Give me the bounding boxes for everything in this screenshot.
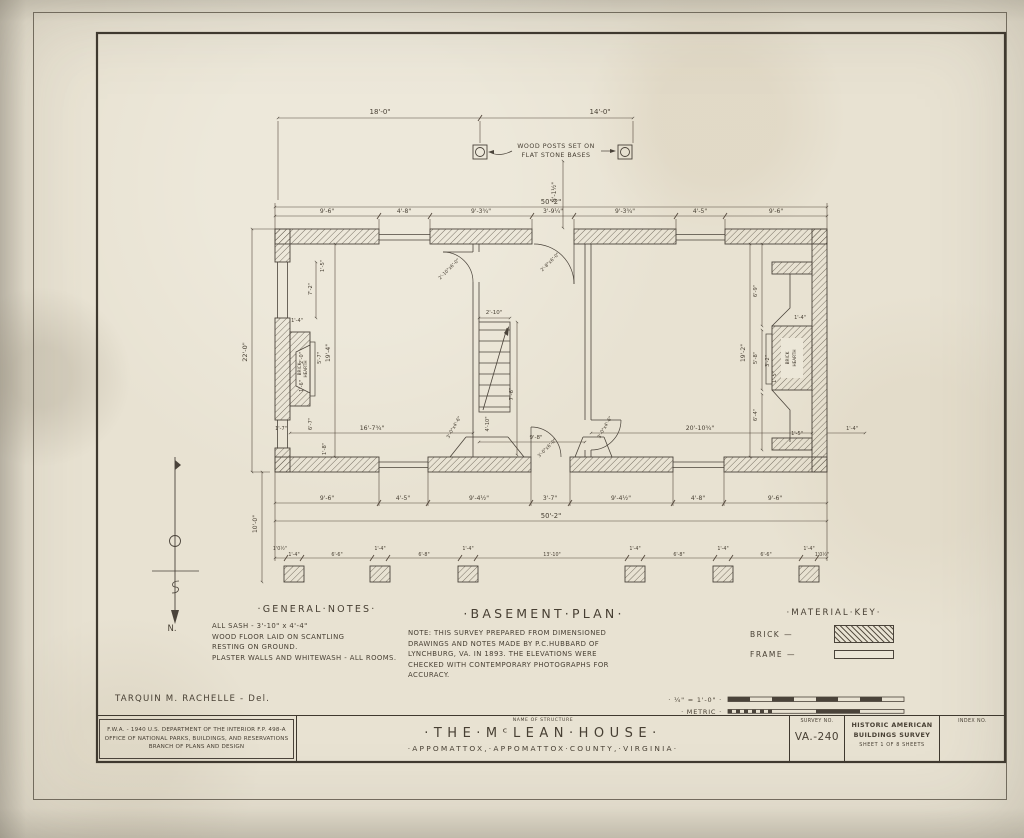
dim-label: 4'-5" [395,495,411,502]
general-note-line: PLASTER WALLS AND WHITEWASH - ALL ROOMS. [212,653,397,662]
hearth-label: HEARTH [792,349,797,367]
door-size-label: 3'-0"x4'-6" [597,415,614,440]
material-key [750,608,918,659]
frame-swatch [834,650,894,659]
dimension-texts [241,108,858,558]
hearth-label: BRICK [297,362,302,376]
frame-label: FRAME — [750,650,796,659]
plan-note-line: ACCURACY. [408,671,450,680]
dim-label: 1'0½" [272,547,288,552]
brick-label: BRICK — [750,629,794,639]
dim-label: 7'-6" [509,387,515,401]
dim-label: 4'-10" [485,416,491,432]
agency-box [99,719,294,759]
sheet-count: SHEET 1 OF 8 SHEETS [859,742,925,748]
north-arrow [152,457,199,634]
dim-label: 9'-4½" [468,495,490,502]
dim-label: 1'-5" [791,431,803,437]
brick-hatch-swatch [834,625,894,643]
dim-label: 9'-6" [768,208,784,215]
windows [278,235,726,468]
dim-label: 1'-8" [322,442,328,456]
door-swings [443,244,621,457]
dim-label: 8'-1½" [551,181,558,203]
general-notes-title: ·GENERAL·NOTES· [257,604,377,615]
sheet-borders [34,13,1007,800]
dim-label: 9'-6" [319,208,335,215]
door-size-label: 3'-0"x4'-6" [446,415,463,440]
material-key-brick-row [750,625,918,643]
title-block [97,715,1005,762]
plan-caption [408,606,680,681]
dim-label: 4'-5" [692,208,708,215]
dim-label: 3'-9¼" [542,208,564,215]
dim-label: 4'-8" [396,208,412,215]
dim-label: 6'-6" [331,553,343,558]
dim-label: 2'-10" [485,310,503,316]
draftsman-credit: TARQUIN M. RACHELLE - Del. [115,694,271,704]
dim-label: 1'-4" [803,547,815,552]
door-size-label: 3'-0"x6'-0" [537,438,559,460]
dim-label: 13'-10" [543,553,561,558]
door-size-label: 2'-10"x6'-0" [438,258,462,282]
dim-label: 3'-2" [765,355,771,367]
scale-imperial-label: · ¼" = 1'-0" · [668,696,722,704]
habs-cell [845,716,940,762]
dim-label: 5'-8" [753,351,759,365]
material-key-frame-row [750,650,918,659]
index-no-cell [940,716,1005,762]
stairs [479,322,510,412]
posts-note-line1: WOOD POSTS SET ON [517,143,595,150]
scale-metric-label: · METRIC · [681,708,722,716]
dim-label: 9'-8" [529,435,543,441]
hearth-label: BRICK [785,351,790,365]
dim-label: 6'-6" [760,553,772,558]
dim-label: 2'-0" [299,352,305,364]
dim-label: 1'-4" [629,547,641,552]
dim-label: 9'-3¾" [470,208,492,215]
survey-no-label: SURVEY NO. [800,719,834,724]
north-label: N. [167,624,177,634]
dim-label: 1'-5" [320,259,326,273]
dim-label: 6'-8" [673,553,685,558]
dim-label: 50'-2" [540,198,562,206]
survey-number: VA.-240 [794,731,840,743]
dim-label: 1'-4" [846,426,858,432]
general-note-line: ALL SASH - 3'-10" x 4'-4" [212,622,308,630]
plan-note-line: LYNCHBURG, VA. IN 1893. THE ELEVATIONS WERE [408,650,597,659]
plan-note-line: CHECKED WITH CONTEMPORARY PHOTOGRAPHS FOR [408,660,609,669]
hearth-label: HEARTH [303,360,308,378]
dim-label: 1'-4" [794,315,806,321]
structure-name: ·THE·MᶜLEAN·HOUSE· [424,726,662,741]
dim-label: 1'-7" [275,426,287,432]
name-of-structure-label: NAME OF STRUCTURE [512,718,574,723]
door-size-label: 2'-8"x6'-0" [540,252,562,274]
dim-label: 1'-4" [462,547,474,552]
dim-label: 9'-6" [319,495,335,502]
dim-label: 18'-0" [369,108,391,116]
dim-label: 1'-6" [299,380,305,392]
index-no-label: INDEX NO. [958,719,987,724]
foundation-piers [284,566,819,582]
dim-label: 1'-4" [374,547,386,552]
dim-label: 19'-2" [740,343,747,363]
material-key-title: ·MATERIAL·KEY· [786,608,882,618]
plan-title: ·BASEMENT·PLAN· [463,606,625,621]
general-note-line: WOOD FLOOR LAID ON SCANTLING [212,632,345,641]
dim-label: 1'0½" [814,553,830,558]
dim-label: 1'-5" [772,371,778,383]
agency-line: BRANCH OF PLANS AND DESIGN [148,744,245,751]
habs-line: BUILDINGS SURVEY [853,731,931,739]
dim-label: 1'-4" [291,318,303,324]
plan-note-line: DRAWINGS AND NOTES MADE BY P.C.HUBBARD OF [408,639,600,648]
dim-label: 19'-4" [325,343,332,363]
graphic-scales [668,696,904,716]
dim-label: 22'-0" [241,342,249,362]
posts-note-line2: FLAT STONE BASES [521,152,591,159]
dim-label: 9'-6" [767,495,783,502]
dim-label: 6'-8" [418,553,430,558]
dim-label: 1'-4" [717,547,729,552]
dim-label: 6'-7" [308,417,314,431]
dim-label: 7'-2" [308,282,314,296]
dim-label: 1'-4" [288,553,300,558]
agency-line: OFFICE OF NATIONAL PARKS, BUILDINGS, AND RESERVATIONS [104,735,289,742]
dim-label: 3'-7" [542,495,558,502]
agency-line: F.W.A. - 1940 U.S. DEPARTMENT OF THE INTERIOR F.P. 498-A [107,727,286,734]
dim-label: 9'-4½" [610,495,632,502]
dim-label: 4'-8" [690,495,706,502]
dim-label: 10'-0" [252,514,259,534]
habs-line: HISTORIC AMERICAN [851,721,933,729]
structure-name-cell [297,716,790,762]
structure-location: ·APPOMATTOX,·APPOMATTOX·COUNTY,·VIRGINIA· [407,744,679,753]
agency-cell [97,716,297,762]
plan-note-line: NOTE: THIS SURVEY PREPARED FROM DIMENSIONED [408,629,607,637]
dim-label: 9'-3¾" [614,208,636,215]
dim-label: 50'-2" [540,512,562,520]
dim-label: 6'-4" [753,408,759,422]
general-note-line: RESTING ON GROUND. [212,643,298,652]
survey-no-cell [790,716,845,762]
general-notes [212,604,422,663]
dim-label: 6'-9" [753,284,759,298]
dim-label: 16'-7¾" [359,425,385,432]
dim-label: 14'-0" [589,108,611,116]
dim-label: 5'-7" [317,352,323,364]
dim-label: 20'-10¾" [685,425,715,432]
